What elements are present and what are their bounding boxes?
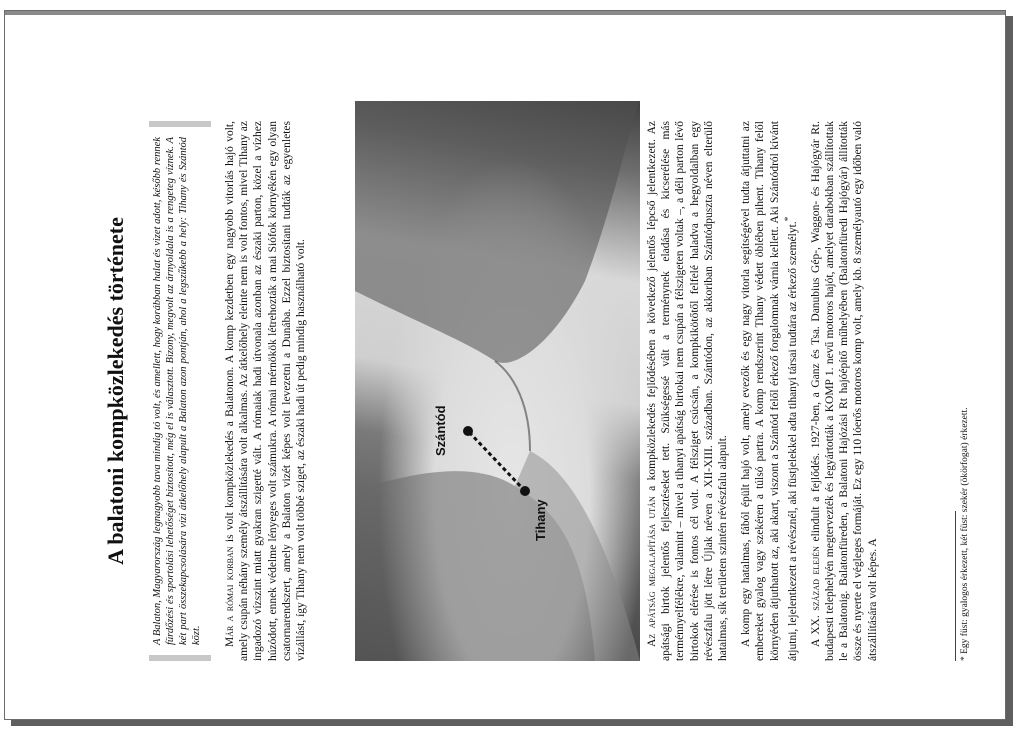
- map-label-tihany: Tihany: [533, 499, 548, 541]
- map-label-szantod: Szántód: [433, 405, 448, 456]
- document-page: [4, 10, 1006, 720]
- paragraph-twentieth-century: [809, 121, 880, 661]
- paragraph-ferry-boat: [739, 121, 800, 661]
- aerial-photo-map: [355, 101, 640, 661]
- paragraph-abbey: [645, 121, 730, 661]
- paragraph-body: is volt kompközlekedés a Balatonon. A komp kezdetben egy nagyobb vitorlás hajó volt, amely csupán néhány személy átszállítására volt alkalmas. Az átkelőhely eleinte nem is volt fontos, mivel Tihany az ingadozó vízszint miatt gyakran szigetté vált. A rómaiak hadi útvonala azonban az északi parton, közel a vízhez húzódott, ennek védelme lényeges volt számukra. A római mérnökök létrehozták a mai Siófok környékén egy olyan csatornarendszert, amely a Balaton vizét képes volt levezetni a Dunába. Ezzel biztosítani tudták az egyenletes vízállást, így Tihany nem volt többé sziget, az északi hadi út pedig mindig használható volt.: [224, 121, 308, 661]
- ferry-route-overlay: [355, 101, 640, 661]
- footnote-rule: [955, 511, 956, 661]
- szantod-marker: [463, 426, 473, 436]
- paragraph-lead: A XX. század elején: [809, 546, 822, 647]
- paragraph-roman-era: [223, 121, 308, 661]
- text-block-history: [645, 121, 880, 661]
- paragraph-lead: Már a római korban: [224, 546, 236, 647]
- footnote-marker: *: [782, 216, 794, 222]
- text-block-intro: [223, 121, 308, 661]
- page-top-edge: [5, 11, 1005, 15]
- paragraph-body: a kompközlekedés fejlődésében a következő jelentős lépcső jelentkezett. Az apátsági birtok jelentős fejlesztéseket tett. Szükségessé vált a terménynek eladása és kicserélése más terménnyelfélékre, valamint – mivel a tihanyi apátság birtokai nem csupán a félszigeten voltak –, a déli parton lévő birtokok elérése is fontos cél volt. A félsziget csúcsán, a kompkikötőtől felfelé haladva a hegyoldalban egy révészfalu jött létre Újlak néven a XII-XIII. században. Szántódon, az akkoriban Szántódpuszta néven elterülő hatalmas, sík területen szintén révészfalu alapult.: [646, 121, 730, 661]
- paragraph-lead: Az apátság megalapítása után: [646, 496, 658, 647]
- paragraph-body: elindult a fejlődés. 1927-ben, a Ganz és Tsa. Danubius Gép-, Waggon- és Hajógyár Rt. budapesti telephelyén megtervezték és legyártották a KOMP 1. nevű motoros hajót, amelyet darabokban szállítottak le a Balatonig. Balatonfüreden, a Balatoni Hajózási Rt hajóépítő műhelyében (Balatonfüredi Hajógyár) állították össze és nyerte el végleges formáját. Ez egy 110 lóerős motoros komp volt, amely kb. 8 személyautó egy időben való átszállítására volt képes. A: [809, 120, 879, 661]
- paragraph-body: A komp egy hatalmas, fából épült hajó volt, amely evezők és egy nagy vitorla segítségével tudta átjuttatni az embereket gyalog vagy szekéren a túlsó partra. A komp rendszerint Tihany védett öblében pihent. Tihany felől környéden átjuthatott az, aki akart, viszont a Szántód felől érkező forgalomnak várnia kellett. Aki Szántódról kívánt átjutni, lejelentkezett a révésznél, aki füstjelekkel adta tihanyi társai tudtára az érkező személyt.: [740, 121, 799, 661]
- tihany-marker: [520, 486, 530, 496]
- article-title: A balatoni kompközlekedés története: [103, 217, 128, 565]
- rotated-page-content: [45, 81, 1005, 701]
- article-abstract: A Balaton, Magyarország legnagyobb tava mindig tó volt, és amellett, hogy korábban halat és vizet adott, később rennek fürdőzési és sportolási lehetőséget biztosított, még el is választott. Bizony, megvolt az árnyoldala is a rengeteg víznek. A két part összekapcsolására vízi átkelőhely alapult a Balaton azon pontján, ahol a legszűkebb a hely: Tihany és Szántód közt.: [149, 121, 211, 661]
- footnote: * Egy füst: gyalogos érkezett, két füst: szekér (ökörfogat) érkezett.: [960, 407, 970, 661]
